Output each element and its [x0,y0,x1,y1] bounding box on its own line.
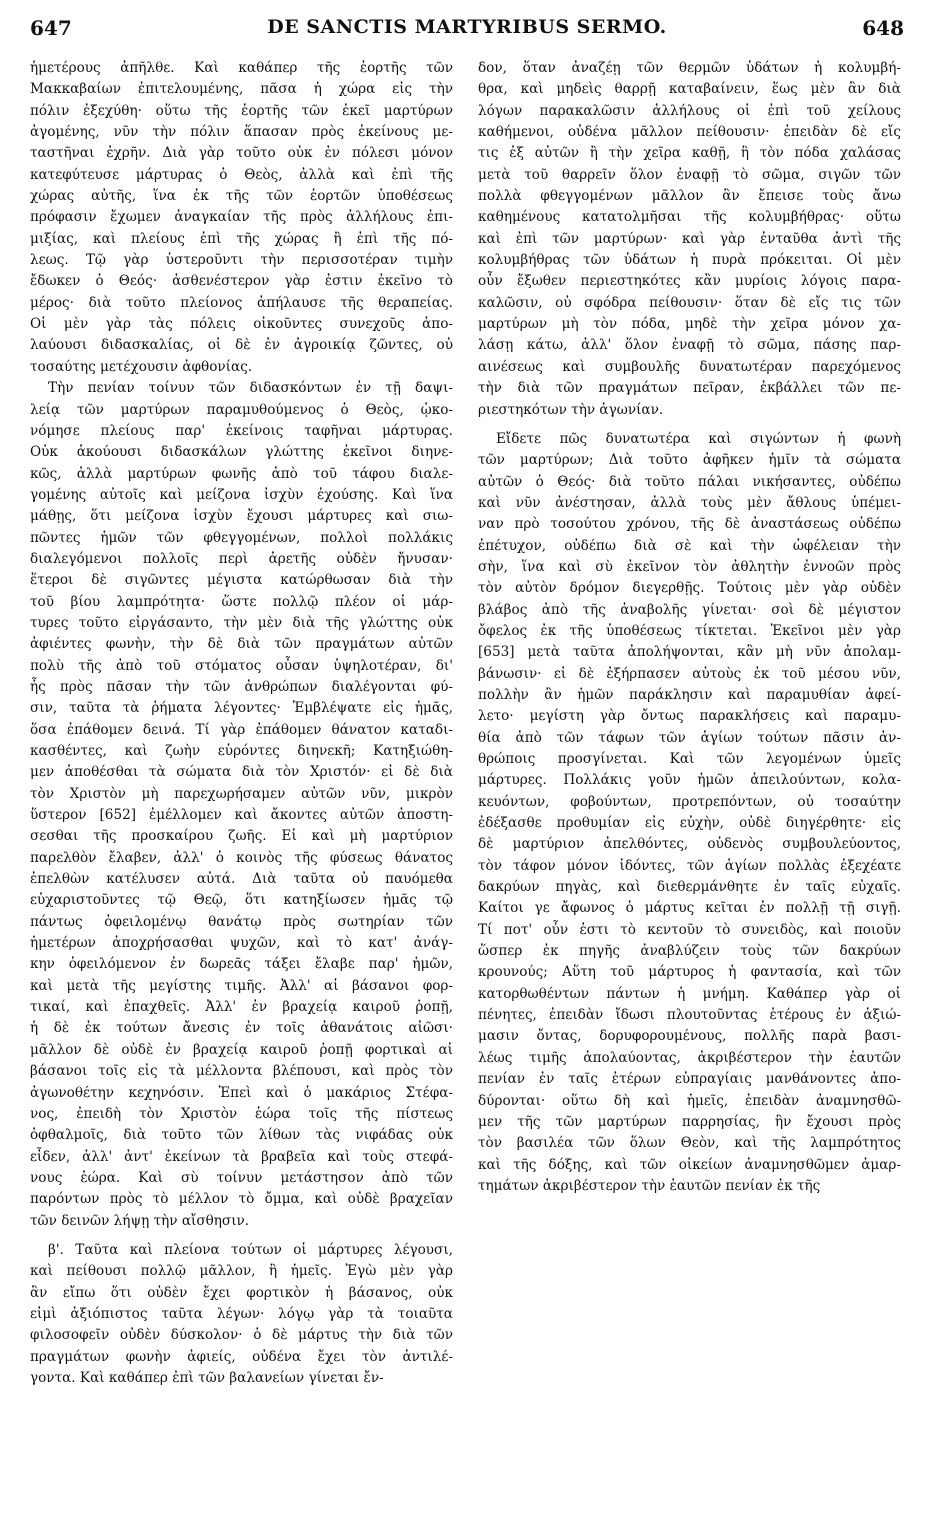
text-line: ἕτεροι δὲ σιγῶντες μέγιστα κατώρθωσαν διὰ τὴν [30,572,453,589]
text-line: κῶς, ἀλλὰ μαρτύρων φωνῆς ἀπὸ τοῦ τάφου διαλε- [30,465,453,482]
text-line: ἡ δὲ ἐκ τούτων ἄνεσις ἐν τοῖς ἀθανάτοις αἰῶσι· [30,1020,453,1037]
text-line: λείᾳ τῶν μαρτύρων παραμυθούμενος ὁ Θεὸς, ᾠκο- [30,401,453,418]
text-line: θρα, καὶ μηδεὶς θαρρῇ καταβαίνειν, ἕως μὲν ἂν διὰ [478,81,901,98]
text-line: δον, ὅταν ἀναζέῃ τῶν θερμῶν ὑδάτων ἡ κολυμβή- [478,60,901,76]
text-line: τοῦ βίου λαμπρότητα· ὥστε πολλῷ πλέον οἱ μάρ- [30,593,453,610]
text-line: Εἴδετε πῶς δυνατωτέρα καὶ σιγώντων ἡ φωνὴ [496,430,901,447]
text-line: καὶ τῆς δόξης, καὶ τῶν οἰκείων ἀναμνησθῶμεν ἁμαρ- [478,1156,901,1173]
text-line: καὶ νῦν ἀνέστησαν, ἀλλὰ τοὺς μὲν ἄθλους ὑπέμει- [478,494,901,511]
text-line: τυρες τοῦτο εἰργάσαντο, τὴν μὲν διὰ τῆς γλώττης οὐκ [30,614,453,631]
text-line: ὀφθαλμοῖς, διὰ τοῦτο τῶν λίθων τὰς νιφάδας οὐκ [30,1127,453,1144]
text-line: [653] μετὰ ταῦτα ἀπολήψονται, κἂν μὴ νῦν ἀπολαμ- [478,644,901,661]
text-line: ἐπέτυχον, οὐδέπω διὰ σὲ καὶ τὴν ὠφέλειαν τὴν [478,537,901,554]
text-line: εἶδεν, ἀλλ' ἀντ' ἐκείνων τὰ βραβεῖα καὶ τοὺς στεφά- [30,1148,453,1165]
text-line: χώρας αὐτῆς, ἵνα ἐκ τῆς τῶν ἑορτῶν ὑποθέσεως [30,188,453,205]
text-line: Οὐκ ἀκούουσι διδασκάλων γλώττης ἐκεῖνοι διηνε- [30,444,453,461]
text-line: πένητες, ἐπειδὰν ἴδωσι πλουτοῦντας ἑτέρους ἐν ἀξιώ- [478,1007,901,1024]
text-line: ταστῆναι ἐχρῆν. Διὰ γὰρ τοῦτο οὐκ ἐν πόλεσι μόνον [30,145,453,162]
text-line: πραγμάτων φωνὴν ἀφιείς, οὐδένα ἔχει τὸν ἀντιλέ- [30,1348,453,1365]
text-line: μιξίας, καὶ πλείους ἐπὶ τῆς χώρας ἢ ἐπὶ τῆς πό- [30,230,453,247]
text-line: τὴν διὰ τῶν πραγμάτων πεῖραν, ἐκβάλλει τῶν πε- [478,380,901,397]
right-page-number: 648 [862,16,904,40]
text-line: κατορθωθέντων πάντων ἡ μνήμη. Καθάπερ γὰρ οἱ [478,985,901,1002]
text-line: εὐχαριστοῦντες τῷ Θεῷ, ὅτι κατηξίωσεν ἡμᾶς τῷ [30,892,453,909]
text-line: πῶντες ἡμῶν τῶν φθεγγομένων, πολλοὶ πολλάκις [30,529,453,546]
text-line: β'. Ταῦτα καὶ πλείονα τούτων οἱ μάρτυρες λέγουσι, [48,1241,453,1258]
text-line: τοσαύτης μετέχουσιν ἀφθονίας. [30,358,253,375]
left-page-number: 647 [30,16,72,40]
text-line: καθήμενοι, οὐδένα μᾶλλον πείθουσιν· ἐπειδὰν δὲ εἴς [478,124,901,141]
text-line: σὴν, ἵνα καὶ σὺ ἐκεῖνον τὸν ἀθλητὴν ἐννοῶν πρὸς [478,558,901,575]
text-line: λέως τιμῆς ἀπολαύοντας, ἀκριβέστερον τὴν ἑαυτῶν [478,1049,901,1066]
text-line: λαύουσι διδασκαλίας, οἱ δὲ ἐν ἀγροικίᾳ ζῶντες, οὐ [30,337,453,354]
text-line: ἂν εἴπω ὅτι οὐδὲν ἔχει φορτικὸν ἡ βάσανος, οὐκ [30,1284,453,1301]
text-line: λεως. Τῷ γὰρ ὑστεροῦντι τὴν περισσοτέραν τιμὴν [30,252,453,269]
text-line: ἐδέξασθε προθυμίαν εἰς εὐχὴν, οὐδὲ διηγέρθητε· εἰς [478,815,901,832]
text-line: καὶ πείθουσι πολλῷ μᾶλλον, ἢ ἡμεῖς. Ἐγὼ μὲν γὰρ [30,1263,453,1280]
left-text-column [30,58,453,1389]
text-line: μεν τῆς τῶν μαρτύρων παρρησίας, ἣν ἔχουσι πρὸς [478,1113,901,1130]
text-line: βλάβος ἀπὸ τῆς ἀναβολῆς γίνεται· σοὶ δὲ μέγιστον [478,601,901,618]
text-line: πάντως ὀφειλομένῳ θανάτῳ πρὸς σωτηρίαν τῶν [30,913,453,930]
text-line: γοντα. Καὶ καθάπερ ἐπὶ τῶν βαλανείων γίνεται ἔν- [30,1369,384,1386]
text-line: βάνωσιν· εἰ δὲ ἐξήρπασεν αὐτοὺς ἐκ τοῦ μέσου νῦν, [478,665,901,682]
text-line: ὕστερον [652] ἐμέλλομεν καὶ ἄκοντες αὐτῶν ἀποστη- [30,807,453,824]
text-line: ριεστηκότων τὴν ἀγωνίαν. [478,401,664,418]
text-line: Τὴν πενίαν τοίνυν τῶν διδασκόντων ἐν τῇ δαψι- [48,380,453,397]
text-line: Τί ποτ' οὖν ἐστι τὸ κεντοῦν τὸ συνειδὸς, καὶ ποιοῦν [478,921,901,938]
text-line: κρουνούς; Αὕτη τοῦ μάρτυρος ἡ φαντασία, καὶ τῶν [478,964,901,981]
text-line: ἀφιέντες φωνὴν, τὴν δὲ διὰ τῶν πραγμάτων αὐτῶν [30,636,453,653]
text-line: γομένης αὐτοῖς καὶ μείζονα ἰσχὺν ἐχούσης. Καὶ ἵνα [30,486,453,503]
text-line: μάρτυρες. Πολλάκις γοῦν ἡμῶν ἀπειλούντων, κολα- [478,772,901,789]
text-line: ὥσπερ ἐκ πηγῆς ἀναβλύζειν τοὺς τῶν δακρύων [478,943,901,960]
text-line: τικαί, καὶ ἐπαχθεῖς. Ἀλλ' ἐν βραχείᾳ καιροῦ ῥοπῇ, [30,999,453,1016]
text-line: νόμησε πλείους παρ' ἐκείνοις ταφῆναι μάρτυρας. [30,422,453,439]
text-line: λόγων παρακαλῶσιν ἀλλήλους οἱ ἐπὶ τοῦ χείλους [478,102,901,119]
right-text-column [478,58,901,1197]
text-line: κολυμβήθρας τῶν ὑδάτων ἡ πυρὰ πρόκειται. Οἱ μὲν [478,252,901,269]
text-line: εἰμὶ ἀξιόπιστος ταῦτα λέγων· λόγῳ γὰρ τὰ τοιαῦτα [30,1305,453,1322]
text-line: δύρονται· οὕτω δὴ καὶ ἡμεῖς, ἐπειδὰν ἀναμνησθῶ- [478,1092,901,1109]
text-line: ἡμετέρων ἀποχρήσασθαι ψυχῶν, καὶ τὸ κατ' ἀνάγ- [30,935,453,952]
text-line: Μακκαβαίων ἐπιτελουμένης, πᾶσα ἡ χώρα εἰς τὴν [30,81,453,98]
page-header [30,16,904,46]
text-line: τῶν δεινῶν λήψῃ τὴν αἴσθησιν. [30,1212,250,1229]
text-line: αινέσεως καὶ συμβουλῆς δυνατωτέραν παρεχόμενος [478,358,901,375]
text-line: παρόντων πρὸς τὸ μέλλον τὸ ὄμμα, καὶ οὐδὲ βραχεῖαν [30,1191,453,1208]
text-line: ἧς πρὸς πᾶσαν τὴν τῶν ἀνθρώπων διαλέγονται φύ- [30,678,453,695]
text-line: αὐτῶν ὁ Θεός· διὰ τοῦτο πάλαι νικήσαντες, οὐδέπω [478,473,901,490]
text-line: πόλιν ἐξεχύθη· οὕτω τῆς ἑορτῆς τῶν ἐκεῖ μαρτύρων [30,102,453,119]
text-line: μαρτύρων μὴ τὸν πόδα, μηδὲ τὴν χεῖρα μόνον χα- [478,316,901,333]
text-line: πολὺ τῆς ἀπὸ τοῦ στόματος οὖσαν ὑψηλοτέραν, δι' [30,657,453,674]
text-line: οὖν ἔξωθεν περιεστηκότες κἂν μυρίοις λόγοις παρα- [478,273,901,290]
text-line: διαλεγόμενοι πολλοῖς περὶ ἀρετῆς οὐδὲν ἤνυσαν· [30,550,453,567]
text-line: φιλοσοφεῖν οὐδὲν δύσκολον· ὁ δὲ μάρτυς τὴν διὰ τῶν [30,1327,453,1344]
text-line: θία ἀπὸ τῶν τάφων τῶν ἁγίων τούτων πᾶσιν ἀν- [478,729,901,746]
text-line: κατεφύτευσε μάρτυρας ὁ Θεὸς, ἀλλὰ καὶ ἐπὶ τῆς [30,166,453,183]
text-line: θρώποις προσγίνεται. Καὶ τῶν λεγομένων ὑμεῖς [478,751,901,767]
text-line: τὸν Χριστὸν μὴ παρεχωρήσαμεν αὐτῶν νῦν, μικρὸν [30,785,453,802]
text-line: ἔδωκεν ὁ Θεός· ἀσθενέστερον γὰρ ἐστιν ἐκεῖνο τὸ [30,273,453,290]
text-line: κην ὀφειλόμενον ἐν δωρεᾶς τάξει ἔλαβε παρ' ἡμῶν, [30,956,453,973]
text-line: μασιν ὄντας, δορυφορουμένους, πολλῆς παρὰ βασι- [478,1028,901,1045]
text-line: νους ἑώρα. Καὶ σὺ τοίνυν μετάστησον ἀπὸ τῶν [30,1169,453,1186]
text-line: ὄφελος ἐκ τῆς ὑποθέσεως τίκτεται. Ἐκεῖνοι μὲν γὰρ [478,622,901,639]
text-line: ἡμετέρους ἀπῆλθε. Καὶ καθάπερ τῆς ἑορτῆς τῶν [30,60,453,76]
text-line: ὅσα ἐπάθομεν δεινά. Τί γὰρ ἐπάθομεν θάνατον καταδι- [30,721,453,738]
text-line: μάθῃς, ὅτι μείζονα ἰσχὺν ἔχουσι μάρτυρες καὶ σιω- [30,508,453,525]
text-line: Καίτοι γε ἄφωνος ὁ μάρτυς κεῖται ἐν πολλῇ τῇ σιγῇ. [478,900,901,917]
text-line: λάσῃ κάτω, ἀλλ' ὅλον ἐναφῇ τὸ σῶμα, πάσης παρ- [478,337,901,354]
text-line: σεσθαι τῆς προσκαίρου ζωῆς. Εἰ καὶ μὴ μαρτύριον [30,828,453,845]
text-line: πενίαν ἐν ταῖς ἑτέρων εὐπραγίαις μανθάνοντες ἀπο- [478,1071,901,1088]
text-line: ἀγωνοθέτην κεχηνόσιν. Ἐπεὶ καὶ ὁ μακάριος Στέφα- [30,1084,453,1101]
text-line: καὶ μετὰ τῆς μεγίστης τιμῆς. Ἀλλ' αἱ βάσανοι φορ- [30,977,453,994]
text-line: τὸν τάφον μόνον ἰδόντες, τῶν ἁγίων πολλὰς ἐξεχέατε [478,857,901,874]
text-line: λετο· μεγίστη γὰρ ὄντως παρακλήσεις καὶ παραμυ- [478,708,901,725]
text-line: τημάτων ἀκριβέστερον τὴν ἑαυτῶν πενίαν ἐκ τῆς [478,1177,821,1194]
text-line: μᾶλλον δὲ οὐδὲ ἐν βραχείᾳ καιροῦ ῥοπῇ φορτικαὶ αἱ [30,1041,453,1058]
text-line: τῶν μαρτύρων; Διὰ τοῦτο ἀφῆκεν ἡμῖν τὰ σώματα [478,452,901,469]
text-line: δακρύων πηγὰς, καὶ διεθερμάνθητε ἐν ταῖς εὐχαῖς. [478,879,901,896]
text-line: μεν ἀποθέσθαι τὰ σώματα διὰ τὸν Χριστόν· εἰ δὲ διὰ [30,764,453,781]
text-line: ἀγομένης, νῦν τὴν πόλιν ἅπασαν πρὸς ἐκείνους με- [30,124,453,141]
text-line: ἐπελθὼν κατέλυσεν αὐτά. Διὰ ταῦτα οὐ παυόμεθα [30,871,453,888]
text-line: τις ἐξ αὐτῶν ἢ τὴν χεῖρα καθῇ, ἢ τὸν πόδα χαλάσας [478,145,901,162]
text-line: δὲ μαρτύριον ἀπελθόντες, οὐδενὸς συμβουλεύοντος, [478,836,901,853]
text-line: Οἱ μὲν γὰρ τὰς πόλεις οἰκοῦντες συνεχοῦς ἀπο- [30,316,453,333]
text-line: νος, ἐπειδὴ τὸν Χριστὸν ἑώρα τοῖς τῆς πίστεως [30,1105,453,1122]
text-line: κασθέντες, καὶ ζωὴν εὑρόντες διηνεκῆ; Κατηξιώθη- [30,743,453,759]
text-line: μετὰ τοῦ θαρρεῖν ὅλον ἐναφῇ τὸ σῶμα, σιγῶν τῶν [478,166,901,183]
text-line: μέρος· διὰ τοῦτο πλείονος ἀπήλαυσε τῆς θεραπείας. [30,294,453,311]
text-line: πολλὴν ἂν ἡμῶν παράκλησιν καὶ παραμυθίαν ἀφεί- [478,686,901,703]
text-line: πρόφασιν ἔχωμεν ἀναγκαίαν τῆς πρὸς ἀλλήλους ἐπι- [30,209,453,226]
text-line: ναν πρὸ τοσούτου χρόνου, τῆς δὲ ἀναστάσεως οὐδέπω [478,516,901,533]
text-line: καὶ ἐπὶ τῶν μαρτύρων· καὶ γὰρ ἐνταῦθα ἀντὶ τῆς [478,230,901,247]
text-line: τὸν αὐτὸν δρόμον διεγερθῇς. Τούτοις μὲν γὰρ οὐδὲν [478,580,901,597]
text-line: πολλὰ φθεγγομένων μᾶλλον ἂν ἔπεισε τοὺς ἄνω [478,188,901,205]
text-line: τὸν βασιλέα τῶν ὅλων Θεὸν, καὶ τῆς λαμπρότητος [478,1135,901,1152]
text-line: βάσανοι τοῖς εἰς τὰ μέλλοντα βλέπουσι, καὶ πρὸς τὸν [30,1063,453,1080]
text-line: κευόντων, φοβούντων, προτρεπόντων, οὐ τοσαύτην [478,793,901,810]
text-line: σιν, ταῦτα τὰ ῥήματα λέγοντες· Ἐμβλέψατε εἰς ἡμᾶς, [30,700,453,717]
text-line: καθημένους κατατολμῆσαι τῆς κολυμβήθρας· οὕτω [478,209,901,226]
text-line: παρελθὸν ἔλαβεν, ἀλλ' ὁ κοινὸς τῆς φύσεως θάνατος [30,849,453,866]
text-line: καλῶσιν, οὐ σφόδρα πείθουσιν· ὅταν δὲ εἴς τις τῶν [478,294,901,311]
running-title: DE SANCTIS MARTYRIBUS SERMO. [267,16,667,38]
